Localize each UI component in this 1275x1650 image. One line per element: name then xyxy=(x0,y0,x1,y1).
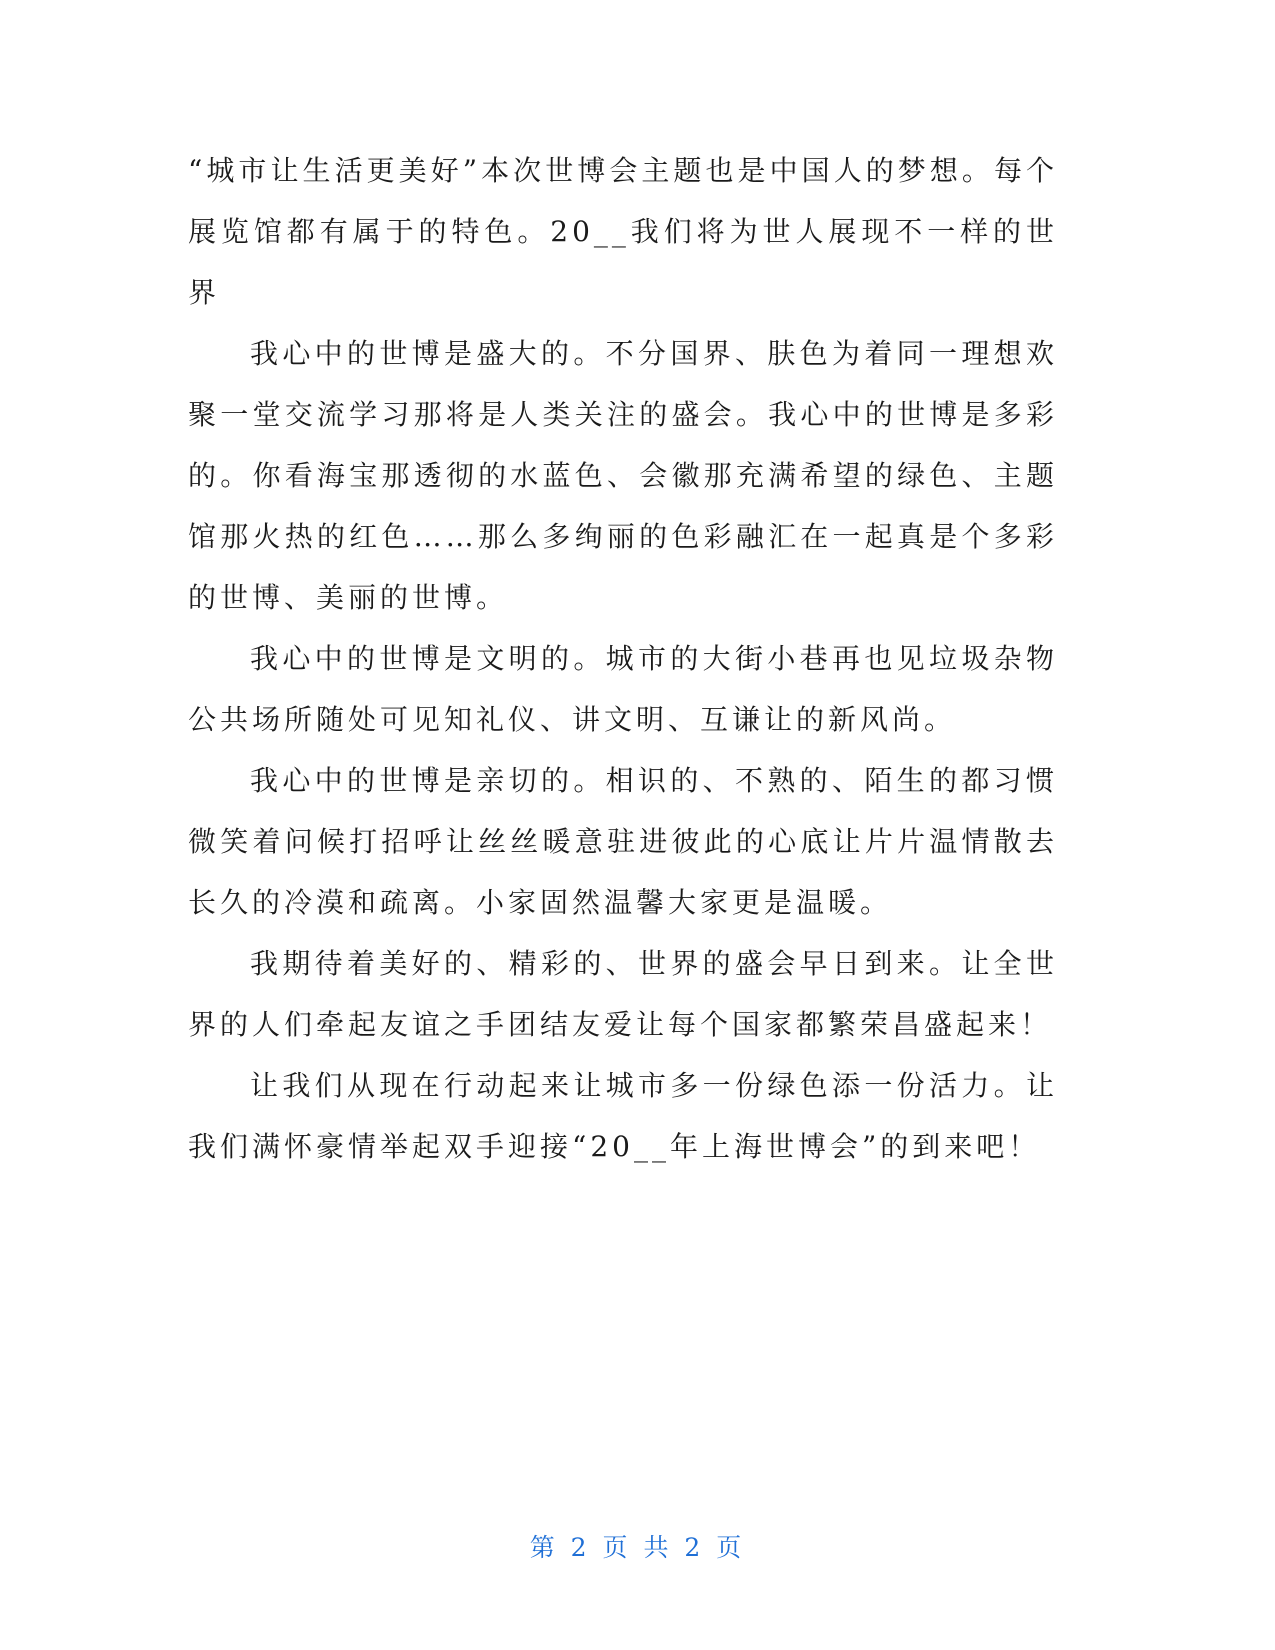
paragraph-2: 我心中的世博是盛大的。不分国界、肤色为着同一理想欢聚一堂交流学习那将是人类关注的盛会。我心中的世博是多彩的。你看海宝那透彻的水蓝色、会徽那充满希望的绿色、主题馆那火热的红色……那么多绚丽的色彩融汇在一起真是个多彩的世博、美丽的世博。 xyxy=(188,337,1058,614)
paragraph-4: 我心中的世博是亲切的。相识的、不熟的、陌生的都习惯微笑着问候打招呼让丝丝暖意驻进彼此的心底让片片温情散去长久的冷漠和疏离。小家固然温馨大家更是温暖。 xyxy=(188,764,1058,919)
paragraph-6: 让我们从现在行动起来让城市多一份绿色添一份活力。让我们满怀豪情举起双手迎接“20__年上海世博会”的到来吧！ xyxy=(188,1069,1058,1163)
paragraph-1: “城市让生活更美好”本次世博会主题也是中国人的梦想。每个展览馆都有属于的特色。20__我们将为世人展现不一样的世界 xyxy=(188,154,1058,309)
document-body xyxy=(188,140,1058,1177)
page-number: 第 2 页 共 2 页 xyxy=(529,1533,746,1562)
paragraph-3: 我心中的世博是文明的。城市的大街小巷再也见垃圾杂物公共场所随处可见知礼仪、讲文明、互谦让的新风尚。 xyxy=(188,642,1058,736)
page-footer xyxy=(0,1528,1275,1564)
paragraph-5: 我期待着美好的、精彩的、世界的盛会早日到来。让全世界的人们牵起友谊之手团结友爱让每个国家都繁荣昌盛起来！ xyxy=(188,947,1058,1041)
